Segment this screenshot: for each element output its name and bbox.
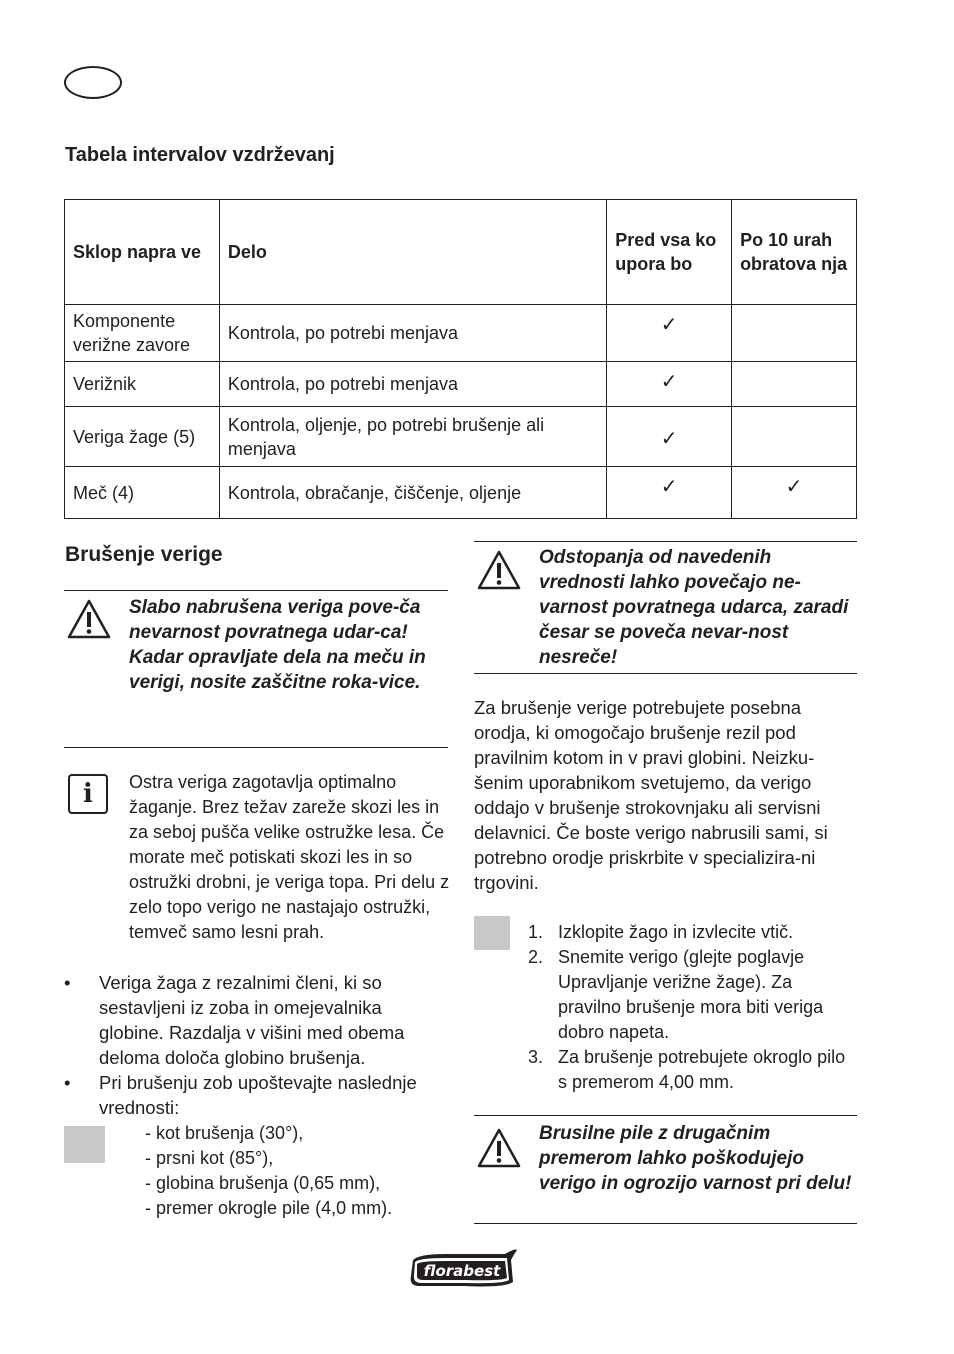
steps-list	[528, 920, 848, 1095]
warning-text-2: Odstopanja od navedenih vrednosti lahko povečajo ne-varnost povratnega udarca, zaradi česar se poveča nevar-nost nesreče!	[539, 547, 849, 668]
cell-work: Kontrola, obračanje, čiščenje, oljenje	[219, 467, 606, 519]
step-number: 3.	[528, 1047, 544, 1067]
cell-after10: ✓	[732, 467, 857, 519]
cell-work: Kontrola, po potrebi menjava	[219, 305, 606, 362]
table-row	[65, 362, 857, 407]
table-header-row	[65, 200, 857, 305]
info-icon: i	[68, 774, 108, 814]
cell-after10	[732, 305, 857, 362]
cell-before: ✓	[607, 362, 732, 407]
header-after10: Po 10 urah obratova nja	[732, 200, 857, 305]
divider	[474, 1115, 857, 1116]
table-row	[65, 407, 857, 467]
cell-before: ✓	[607, 467, 732, 519]
step-item	[528, 1045, 848, 1095]
paragraph: Za brušenje verige potrebujete posebna orodja, ki omogočajo brušenje rezil pod pravilnim kotom in v pravi globini. Neizku-šenim uporabnikom svetujemo, da verigo oddajo v brušenje strokovnjaku ali servisni delavnici. Če boste verigo nabrusili sami, si potrebno orodje priskrbite v specializira-ni trgovini.	[474, 697, 828, 893]
warning-icon	[476, 1127, 522, 1169]
divider	[64, 747, 448, 748]
cell-part: Meč (4)	[65, 467, 220, 519]
gray-marker	[64, 1126, 105, 1163]
florabest-logo	[405, 1246, 519, 1290]
warning-text-1: Slabo nabrušena veriga pove-ča nevarnost povratnega udar-ca! Kadar opravljate dela na meču in verigi, nosite zaščitne roka-vice.	[129, 597, 426, 693]
table-row	[65, 305, 857, 362]
value-item: - premer okrogle pile (4,0 mm).	[145, 1198, 393, 1218]
value-item: - kot brušenja (30°),	[145, 1123, 304, 1143]
divider	[474, 673, 857, 674]
divider	[474, 1223, 857, 1224]
section-title: Brušenje verige	[65, 543, 223, 566]
page-title: Tabela intervalov vzdrževanj	[65, 144, 335, 166]
cell-part: Verižnik	[65, 362, 220, 407]
warning-icon	[476, 549, 522, 591]
bullet-item: • Veriga žaga z rezalnimi členi, ki so sestavljeni iz zoba in omejevalnika globine. Razdalja v višini med obema deloma določa globino brušenja.	[64, 970, 448, 1070]
step-text: Za brušenje potrebujete okroglo pilo s premerom 4,00 mm.	[558, 1047, 846, 1092]
step-number: 1.	[528, 922, 544, 942]
bullet-list	[64, 970, 448, 1120]
warning-text-3: Brusilne pile z drugačnim premerom lahko poškodujejo verigo in ogrozijo varnost pri delu!	[539, 1123, 852, 1194]
step-item	[528, 920, 848, 945]
cell-work: Kontrola, oljenje, po potrebi brušenje ali menjava	[219, 407, 606, 467]
cell-after10	[732, 407, 857, 467]
header-before: Pred vsa ko upora bo	[607, 200, 732, 305]
header-part: Sklop napra ve	[65, 200, 220, 305]
cell-after10	[732, 362, 857, 407]
step-number: 2.	[528, 947, 544, 967]
warning-icon	[66, 598, 112, 640]
language-badge	[64, 66, 122, 99]
cell-part: Komponente verižne zavore	[65, 305, 220, 362]
divider	[474, 541, 857, 542]
maintenance-table	[64, 199, 857, 519]
value-item: - globina brušenja (0,65 mm),	[145, 1173, 381, 1193]
step-text: Izklopite žago in izvlecite vtič.	[558, 922, 794, 942]
table-row	[65, 467, 857, 519]
gray-marker	[474, 916, 510, 950]
info-text: Ostra veriga zagotavlja optimalno žaganje. Brez težav zareže skozi les in za seboj pušča velike ostružke lesa. Če morate meč potiskati skozi les in so ostružki drobni, je veriga topa. Pri delu z zelo topo verigo ne nastajajo ostružki, temveč samo lesni prah.	[129, 772, 450, 942]
cell-before: ✓	[607, 305, 732, 362]
cell-before: ✓	[607, 407, 732, 467]
values-list	[145, 1121, 445, 1221]
value-item: - prsni kot (85°),	[145, 1148, 274, 1168]
step-text: Snemite verigo (glejte poglavje Upravljanje verižne žage). Za pravilno brušenje mora biti veriga dobro napeta.	[558, 947, 824, 1042]
logo-text: florabest	[423, 1262, 501, 1280]
bullet-item: • Pri brušenju zob upoštevajte naslednje vrednosti:	[64, 1070, 448, 1120]
step-item	[528, 945, 848, 1045]
divider	[64, 590, 448, 591]
cell-work: Kontrola, po potrebi menjava	[219, 362, 606, 407]
cell-part: Veriga žage (5)	[65, 407, 220, 467]
header-work: Delo	[219, 200, 606, 305]
